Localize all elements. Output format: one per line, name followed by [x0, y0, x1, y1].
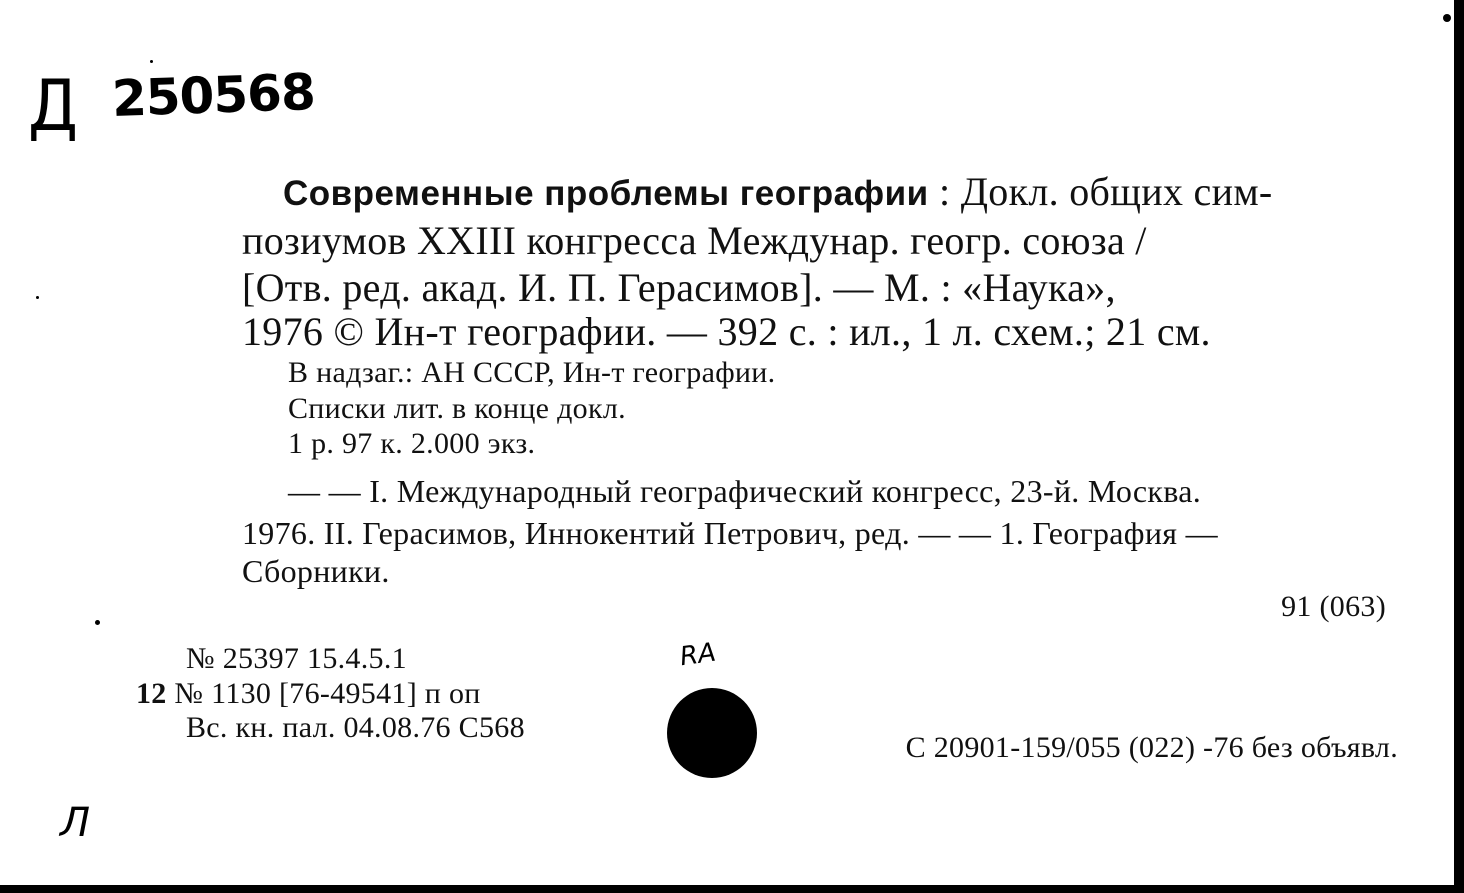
registry-line-3: Вс. кн. пал. 04.08.76 С568	[186, 711, 525, 744]
title-line-1	[283, 168, 1273, 215]
note-line: 1 р. 97 к. 2.000 экз.	[288, 427, 536, 460]
speck	[95, 620, 100, 625]
accession-number: 250568	[110, 62, 316, 128]
collection-letter: Д	[28, 66, 78, 148]
title-bold: Современные проблемы географии	[283, 174, 929, 213]
note-line: Списки лит. в конце докл.	[288, 392, 626, 425]
speck	[1443, 14, 1451, 22]
note-line: В надзаг.: АН СССР, Ин-т географии.	[288, 356, 776, 389]
subject-line-2: 1976. II. Герасимов, Иннокентий Петрович, ред. — — 1. География —	[242, 515, 1218, 551]
udc-code: 91 (063)	[1281, 590, 1386, 623]
subject-line-3: Сборники.	[242, 553, 390, 589]
registry-rest: № 1130 [76-49541] п оп	[166, 677, 481, 710]
speck	[150, 60, 153, 63]
title-line-2: позиумов XXIII конгресса Междунар. геогр. союза /	[242, 218, 1147, 263]
subject-line-1: — — I. Международный географический конгресс, 23-й. Москва.	[288, 473, 1202, 509]
price-code: С 20901-159/055 (022) -76 без объявл.	[905, 731, 1398, 764]
ink-stamp	[667, 688, 757, 778]
registry-line-1: № 25397 15.4.5.1	[186, 642, 407, 675]
title-line-3: [Отв. ред. акад. И. П. Герасимов]. — М. : «Наука»,	[242, 265, 1116, 310]
title-rest: : Докл. общих сим-	[928, 169, 1273, 214]
handwritten-signature: Л	[60, 800, 91, 846]
registry-count: 12	[136, 677, 167, 710]
title-line-4: 1976 © Ин-т географии. — 392 с. : ил., 1 л. схем.; 21 см.	[242, 309, 1211, 354]
handwritten-initials: RA	[678, 637, 718, 673]
speck	[36, 296, 39, 299]
registry-line-2	[136, 677, 481, 711]
